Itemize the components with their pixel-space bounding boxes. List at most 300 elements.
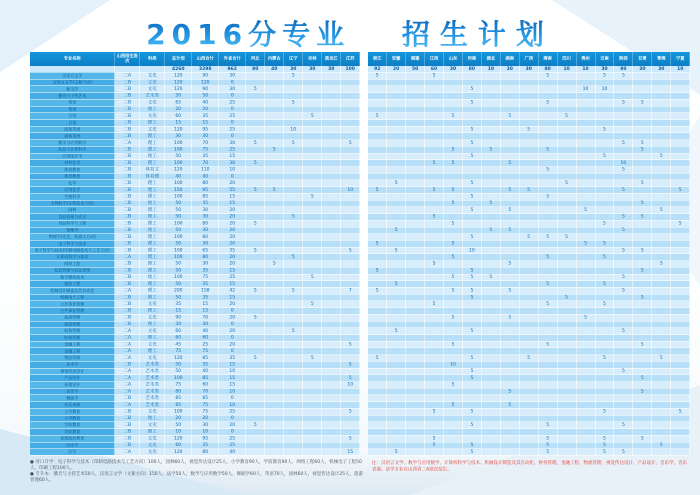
- cell: 二B: [115, 160, 140, 167]
- cell: [246, 234, 265, 241]
- cell: [633, 301, 652, 308]
- cell: 90: [165, 315, 192, 322]
- cell: [614, 194, 633, 201]
- cell: [671, 355, 690, 362]
- cell: [595, 120, 614, 127]
- cell: 艺术类: [140, 402, 165, 409]
- cell: 理工: [140, 274, 165, 281]
- cell: [652, 335, 671, 342]
- cell: [444, 140, 463, 147]
- cell: [387, 402, 406, 409]
- cell: [520, 382, 539, 389]
- cell: [501, 409, 520, 416]
- cell: 机械电子工程: [30, 294, 115, 301]
- cell: [246, 180, 265, 187]
- table-row: [30, 268, 360, 275]
- cell: 120: [165, 79, 192, 86]
- cell: [246, 100, 265, 107]
- cell: [303, 174, 322, 181]
- cell: [368, 126, 387, 133]
- cell: [368, 368, 387, 375]
- cell: 25: [219, 113, 246, 120]
- cell: [538, 274, 557, 281]
- cell: [322, 227, 341, 234]
- cell: [341, 180, 360, 187]
- table-row: [368, 368, 690, 375]
- cell: [284, 362, 303, 369]
- cell: 5: [595, 281, 614, 288]
- cell: [557, 174, 576, 181]
- cell: [406, 187, 425, 194]
- cell: 5: [303, 355, 322, 362]
- cell: [265, 348, 284, 355]
- cell: [368, 375, 387, 382]
- cell: 120: [165, 126, 192, 133]
- cell: [501, 368, 520, 375]
- cell: 5: [284, 140, 303, 147]
- cell: 45: [165, 341, 192, 348]
- cell: [614, 348, 633, 355]
- table-row: [30, 147, 360, 154]
- cell: [303, 234, 322, 241]
- cell: 5: [425, 409, 444, 416]
- cell: [406, 389, 425, 396]
- cell: [463, 415, 482, 422]
- cell: [557, 288, 576, 295]
- cell: [303, 133, 322, 140]
- cell: 10: [463, 247, 482, 254]
- cell: [303, 221, 322, 228]
- cell: 5: [341, 436, 360, 443]
- cell: [322, 382, 341, 389]
- cell: 5: [501, 288, 520, 295]
- cell: [576, 288, 595, 295]
- cell: [303, 268, 322, 275]
- cell: [633, 402, 652, 409]
- cell: 理工: [140, 429, 165, 436]
- cell: 50: [165, 368, 192, 375]
- cell: [425, 375, 444, 382]
- cell: [520, 449, 539, 456]
- cell: [671, 174, 690, 181]
- cell: [633, 174, 652, 181]
- cell: [482, 294, 501, 301]
- cell: 文史: [140, 436, 165, 443]
- cell: [387, 194, 406, 201]
- cell: 75: [192, 402, 219, 409]
- cell: 理工: [140, 308, 165, 315]
- table-row: [30, 200, 360, 207]
- cell: 文史: [140, 79, 165, 86]
- cell: 5: [633, 147, 652, 154]
- cell: 10: [557, 66, 576, 73]
- cell: [246, 375, 265, 382]
- cell: [406, 140, 425, 147]
- table-row: [30, 315, 360, 322]
- cell: [341, 86, 360, 93]
- cell: [614, 147, 633, 154]
- cell: [576, 355, 595, 362]
- cell: [501, 79, 520, 86]
- cell: [557, 153, 576, 160]
- cell: 85: [165, 402, 192, 409]
- cell: [595, 395, 614, 402]
- cell: [368, 214, 387, 221]
- cell: [576, 341, 595, 348]
- cell: [633, 167, 652, 174]
- cell: 汉语言文学: [30, 73, 115, 80]
- cell: [652, 160, 671, 167]
- cell: 5: [341, 140, 360, 147]
- cell: [265, 415, 284, 422]
- cell: [284, 389, 303, 396]
- cell: [444, 449, 463, 456]
- cell: [576, 402, 595, 409]
- cell: [368, 140, 387, 147]
- cell: [576, 415, 595, 422]
- cell: [557, 335, 576, 342]
- cell: [406, 348, 425, 355]
- cell: 二B: [115, 247, 140, 254]
- cell: [368, 86, 387, 93]
- cell: 文史: [140, 341, 165, 348]
- cell: 5: [595, 449, 614, 456]
- cell: 体育教育: [30, 174, 115, 181]
- cell: 二A: [115, 348, 140, 355]
- table-row: [30, 422, 360, 429]
- cell: [576, 187, 595, 194]
- cell: [538, 241, 557, 248]
- cell: [341, 221, 360, 228]
- table-row: [368, 348, 690, 355]
- cell: [576, 113, 595, 120]
- cell: 旅游管理: [30, 315, 115, 322]
- cell: [284, 113, 303, 120]
- cell: 90: [192, 73, 219, 80]
- cell: [538, 207, 557, 214]
- cell: 100: [165, 375, 192, 382]
- cell: 理工: [140, 261, 165, 268]
- cell: 5: [246, 160, 265, 167]
- cell: 5: [633, 200, 652, 207]
- cell: [538, 328, 557, 335]
- table-row: [368, 375, 690, 382]
- cell: [576, 214, 595, 221]
- cell: 二A: [115, 402, 140, 409]
- cell: [614, 113, 633, 120]
- cell: 5: [444, 274, 463, 281]
- cell: 英语: [30, 106, 115, 113]
- cell: [520, 200, 539, 207]
- cell: [341, 281, 360, 288]
- cell: [322, 274, 341, 281]
- cell: [671, 160, 690, 167]
- cell: [444, 436, 463, 443]
- cell: [633, 274, 652, 281]
- table-row: [30, 301, 360, 308]
- cell: [652, 194, 671, 201]
- cell: 50: [165, 200, 192, 207]
- cell: 75: [192, 409, 219, 416]
- table-row: [368, 395, 690, 402]
- cell: [322, 86, 341, 93]
- cell: [246, 93, 265, 100]
- cell: [387, 100, 406, 107]
- cell: [303, 375, 322, 382]
- cell: 95: [192, 436, 219, 443]
- cell: [265, 395, 284, 402]
- cell: 文史: [140, 86, 165, 93]
- table-row: [368, 167, 690, 174]
- cell: [538, 120, 557, 127]
- cell: [303, 200, 322, 207]
- cell: [557, 382, 576, 389]
- cell: [463, 315, 482, 322]
- cell: [482, 247, 501, 254]
- cell: 20: [387, 66, 406, 73]
- cell: [576, 160, 595, 167]
- cell: 25: [219, 436, 246, 443]
- cell: 5: [463, 180, 482, 187]
- cell: [265, 341, 284, 348]
- cell: [501, 254, 520, 261]
- cell: [520, 315, 539, 322]
- cell: [444, 180, 463, 187]
- table-row: [368, 194, 690, 201]
- cell: [425, 200, 444, 207]
- cell: 80: [614, 66, 633, 73]
- cell: [614, 207, 633, 214]
- cell: 二B: [115, 315, 140, 322]
- cell: [406, 207, 425, 214]
- cell: 艺术类: [140, 368, 165, 375]
- cell: 5: [501, 207, 520, 214]
- cell: [652, 395, 671, 402]
- cell: 金融工程: [30, 348, 115, 355]
- cell: [614, 341, 633, 348]
- cell: 信息与计算科学: [30, 147, 115, 154]
- table-row: [368, 355, 690, 362]
- cell: [557, 194, 576, 201]
- cell: 5: [501, 389, 520, 396]
- table-row: [368, 409, 690, 416]
- cell: [671, 86, 690, 93]
- cell: 30: [192, 227, 219, 234]
- cell: [387, 335, 406, 342]
- cell: [265, 429, 284, 436]
- cell: [265, 180, 284, 187]
- cell: 10: [341, 187, 360, 194]
- cell: [387, 348, 406, 355]
- cell: [444, 442, 463, 449]
- cell: [557, 106, 576, 113]
- cell: [633, 362, 652, 369]
- cell: [303, 120, 322, 127]
- cell: [576, 227, 595, 234]
- cell: [520, 153, 539, 160]
- cell: [341, 368, 360, 375]
- cell: 5: [671, 409, 690, 416]
- cell: [368, 382, 387, 389]
- cell: [463, 120, 482, 127]
- footnote-zhuanshengben: ● 专升本：播音与主持艺术50人，汉语言文学（文秘方向）150人，法学50人，数学与应用数学50人，舞蹈学60人，英语70人，园林60人，视觉传达设计25人，旅游管理60人。: [30, 471, 364, 483]
- cell: [595, 100, 614, 107]
- cell: 50: [165, 268, 192, 275]
- cell: [387, 436, 406, 443]
- cell: 小学教育: [30, 415, 115, 422]
- cell: [614, 308, 633, 315]
- col-header: 四川: [557, 52, 576, 66]
- cell: 文史: [140, 422, 165, 429]
- cell: 100: [165, 180, 192, 187]
- cell: [595, 362, 614, 369]
- cell: [501, 214, 520, 221]
- cell: [284, 153, 303, 160]
- cell: [501, 415, 520, 422]
- cell: [246, 274, 265, 281]
- cell: [341, 234, 360, 241]
- cell: 学前教育: [30, 429, 115, 436]
- cell: 70: [192, 160, 219, 167]
- cell: 110: [192, 167, 219, 174]
- cell: 5: [501, 160, 520, 167]
- cell: [557, 442, 576, 449]
- cell: 二B: [115, 100, 140, 107]
- cell: [463, 187, 482, 194]
- cell: 75: [165, 348, 192, 355]
- cell: [406, 241, 425, 248]
- cell: 物理学: [30, 227, 115, 234]
- cell: 思想政治教育: [30, 436, 115, 443]
- cell: [303, 147, 322, 154]
- cell: [652, 409, 671, 416]
- cell: [387, 389, 406, 396]
- cell: [406, 200, 425, 207]
- cell: [284, 294, 303, 301]
- cell: [284, 281, 303, 288]
- cell: [406, 368, 425, 375]
- cell: 文史: [140, 100, 165, 107]
- table-row: [30, 241, 360, 248]
- cell: 5: [246, 86, 265, 93]
- cell: [482, 207, 501, 214]
- cell: [322, 348, 341, 355]
- cell: [341, 167, 360, 174]
- cell: [538, 153, 557, 160]
- cell: [557, 395, 576, 402]
- cell: 40: [192, 328, 219, 335]
- cell: 二A: [115, 449, 140, 456]
- cell: [303, 160, 322, 167]
- cell: [425, 241, 444, 248]
- cell: 15: [219, 375, 246, 382]
- cell: 100: [165, 274, 192, 281]
- cell: [520, 194, 539, 201]
- cell: [501, 382, 520, 389]
- cell: [303, 214, 322, 221]
- cell: [595, 133, 614, 140]
- cell: [406, 133, 425, 140]
- table-left-half: [30, 52, 360, 456]
- cell: [463, 436, 482, 443]
- cell: [341, 227, 360, 234]
- cell: [557, 321, 576, 328]
- cell: 15: [219, 200, 246, 207]
- table-row: [30, 174, 360, 181]
- cell: 5: [482, 227, 501, 234]
- cell: [265, 73, 284, 80]
- cell: [576, 174, 595, 181]
- cell: [265, 167, 284, 174]
- cell: [633, 126, 652, 133]
- cell: [614, 120, 633, 127]
- cell: [595, 187, 614, 194]
- cell: 文史: [140, 409, 165, 416]
- cell: [671, 321, 690, 328]
- cell: [501, 321, 520, 328]
- cell: 85: [192, 395, 219, 402]
- cell: 5: [633, 294, 652, 301]
- cell: 10: [192, 429, 219, 436]
- cell: [652, 73, 671, 80]
- cell: [284, 227, 303, 234]
- cell: [482, 241, 501, 248]
- cell: 5: [482, 274, 501, 281]
- cell: 5: [671, 221, 690, 228]
- cell: [265, 335, 284, 342]
- cell: [322, 328, 341, 335]
- col-header: 吉林: [303, 52, 322, 66]
- cell: [595, 167, 614, 174]
- cell: [425, 167, 444, 174]
- cell: 5: [425, 436, 444, 443]
- title-plan-part: 招生计划: [401, 18, 554, 51]
- cell: 5: [595, 355, 614, 362]
- cell: [284, 180, 303, 187]
- table-row: [368, 308, 690, 315]
- cell: [284, 247, 303, 254]
- cell: [406, 436, 425, 443]
- cell: 理工: [140, 194, 165, 201]
- cell: 7: [341, 288, 360, 295]
- cell: [671, 274, 690, 281]
- col-header: 河北: [246, 52, 265, 66]
- cell: 5: [284, 214, 303, 221]
- cell: [633, 221, 652, 228]
- table-row: [368, 180, 690, 187]
- cell: [482, 86, 501, 93]
- cell: 5: [595, 442, 614, 449]
- table-row: [30, 341, 360, 348]
- cell: [246, 268, 265, 275]
- cell: [265, 274, 284, 281]
- cell: [520, 79, 539, 86]
- table-row: [368, 301, 690, 308]
- cell: [368, 321, 387, 328]
- cell: 日语: [30, 120, 115, 127]
- cell: [368, 160, 387, 167]
- cell: [444, 261, 463, 268]
- cell: 35: [192, 153, 219, 160]
- cell: [322, 73, 341, 80]
- table-row: [30, 120, 360, 127]
- cell: 5: [463, 194, 482, 201]
- cell: [303, 261, 322, 268]
- cell: 35: [219, 355, 246, 362]
- cell: 5: [538, 301, 557, 308]
- cell: 15: [219, 382, 246, 389]
- cell: [246, 113, 265, 120]
